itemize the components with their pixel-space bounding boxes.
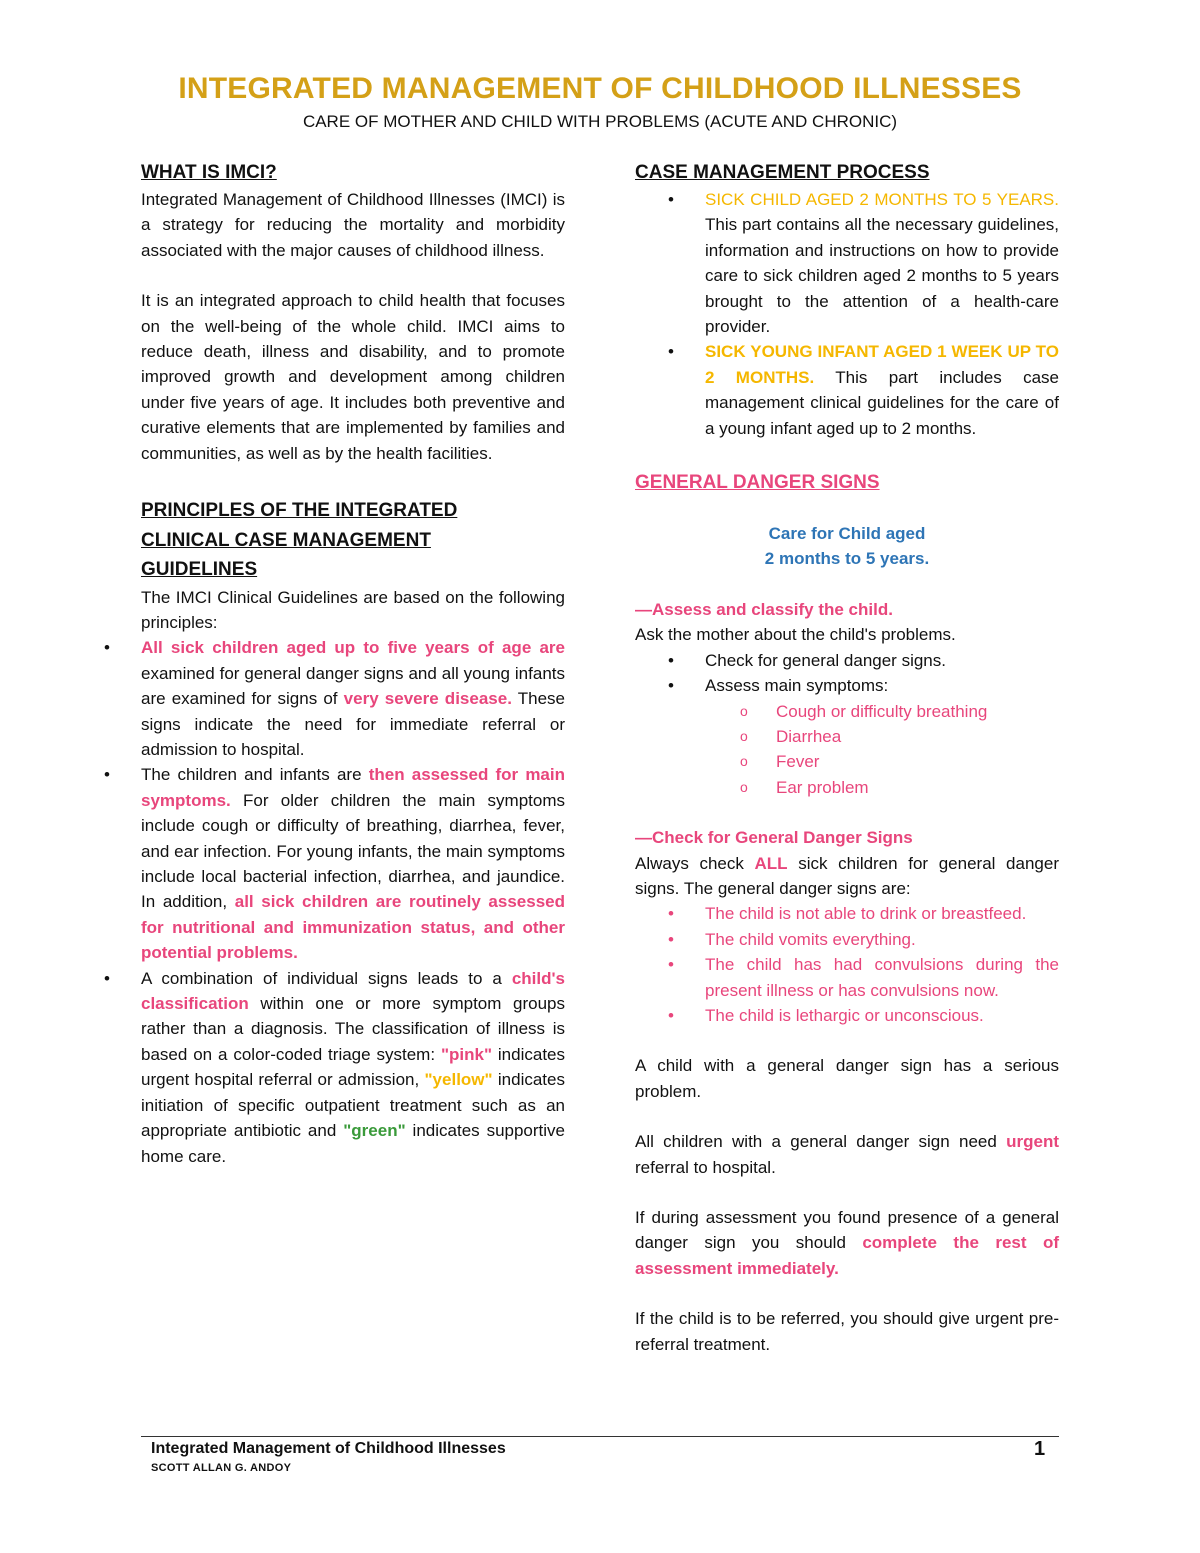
list-item: o Fever [635, 749, 1059, 774]
principles-list [71, 635, 565, 1169]
assess-list [635, 648, 1059, 699]
assessment-paragraph [635, 1205, 1059, 1281]
principles-intro: The IMCI Clinical Guidelines are based on the following principles: [141, 587, 565, 632]
urgent-referral-paragraph [635, 1129, 1059, 1180]
list-item: • The child has had convulsions during the present illness or has convulsions now. [635, 952, 1059, 1003]
green-label: "green" [343, 1121, 406, 1141]
right-column [635, 158, 1059, 1357]
body-text: indicates urgent hospital referral or admission, [141, 1044, 565, 1090]
document-title: INTEGRATED MANAGEMENT OF CHILDHOOD ILLNESSES [178, 72, 1022, 105]
highlight-text: all sick children are routinely assessed for nutritional and immunization status, and other potential problems. [141, 892, 565, 963]
body-text: examined for general danger signs and all young infants are examined for signs of [141, 663, 565, 709]
serious-problem-paragraph: A child with a general danger sign has a serious problem. [635, 1056, 1059, 1101]
body-text: These signs indicate the need for immediate referral or admission to hospital. [141, 689, 565, 759]
symptom-list [635, 699, 1059, 801]
body-text: All children with a general danger sign need [635, 1132, 1007, 1152]
imci-heading: WHAT IS IMCI? [141, 162, 277, 183]
list-item: o Ear problem [635, 775, 1059, 800]
list-item [635, 187, 1059, 339]
general-danger-signs-heading: GENERAL DANGER SIGNS [635, 472, 880, 494]
highlight-text: SICK YOUNG INFANT AGED 1 WEEK UP TO 2 MONTHS. [705, 342, 1059, 387]
footer-author: SCOTT ALLAN G. ANDOY [151, 1462, 292, 1474]
principles-heading: PRINCIPLES OF THE INTEGRATED CLINICAL CASE MANAGEMENT GUIDELINES [141, 500, 458, 581]
highlight-text: All sick children aged up to five years of age are [141, 638, 565, 658]
care-caption-line-2: 2 months to 5 years. [764, 549, 930, 569]
body-text: This part contains all the necessary guidelines, information and instructions on how to provide care to sick children aged 2 months to 5 years brought to the attention of a health-care provider. [705, 215, 1059, 337]
yellow-label: "yellow" [424, 1070, 493, 1090]
body-text: The children and infants are [141, 765, 369, 785]
pre-referral-paragraph: If the child is to be referred, you should give urgent pre-referral treatment. [635, 1309, 1059, 1354]
highlight-text: SICK CHILD AGED 2 MONTHS TO 5 YEARS. [705, 190, 1059, 209]
highlight-text: ALL [754, 853, 788, 873]
body-text: This part includes case management clinical guidelines for the care of a young infant aged up to 2 months. [705, 367, 1060, 438]
list-item: o Diarrhea [635, 724, 1059, 749]
case-management-heading: CASE MANAGEMENT PROCESS [635, 162, 930, 183]
body-text: indicates initiation of specific outpatient treatment such as an appropriate antibiotic and [141, 1070, 565, 1141]
footer-divider [141, 1436, 1059, 1437]
imci-paragraph-1: Integrated Management of Childhood Illnesses (IMCI) is a strategy for reducing the mortality and morbidity associated with the major causes of childhood illness. [141, 190, 565, 260]
list-item: o Cough or difficulty breathing [635, 699, 1059, 724]
body-text: For older children the main symptoms include cough or difficulty of breathing, diarrhea, fever, and ear infection. For young infants, the main symptoms include local bacterial infection, diarrhea, and jaundice. In addition, [141, 790, 565, 912]
case-management-list [635, 187, 1059, 441]
list-item: • Assess main symptoms: [635, 673, 1059, 698]
list-item: • The child vomits everything. [635, 927, 1059, 952]
highlight-text: complete the rest of assessment immediately. [635, 1233, 1059, 1278]
highlight-text: child's classification [141, 968, 565, 1014]
body-text: sick children for general danger signs. The general danger signs are: [635, 853, 1059, 898]
highlight-text: very severe disease. [343, 689, 512, 709]
page-number: 1 [1034, 1438, 1046, 1460]
list-item [635, 339, 1059, 441]
imci-paragraph-2: It is an integrated approach to child health that focuses on the well-being of the whole child. IMCI aims to reduce death, illness and disability, and to promote improved growth and development among children under five years of age. It includes both preventive and curative elements that are implemented by families and communities, as well as by the health facilities. [141, 291, 565, 463]
list-item: • The child is not able to drink or breastfeed. [635, 901, 1059, 926]
list-item [71, 966, 565, 1169]
left-column [141, 158, 565, 1169]
list-item: • The child is lethargic or unconscious. [635, 1003, 1059, 1028]
body-text: indicates supportive home care. [141, 1121, 565, 1166]
body-text: A combination of individual signs leads to a [141, 968, 512, 988]
care-caption-line-1: Care for Child aged [768, 524, 926, 544]
check-heading: —Check for General Danger Signs [635, 828, 913, 848]
highlight-text: then assessed for main symptoms. [141, 765, 565, 810]
body-text: referral to hospital. [635, 1157, 776, 1177]
list-item: • Check for general danger signs. [635, 648, 1059, 673]
body-text: within one or more symptom groups rather than a diagnosis. The classification of illness is based on a color-coded triage system: [141, 994, 565, 1064]
pink-label: "pink" [440, 1044, 493, 1064]
assess-heading: —Assess and classify the child. [635, 599, 893, 619]
list-item [71, 635, 565, 762]
body-text: If during assessment you found presence of a general danger sign you should [635, 1208, 1059, 1253]
list-item [71, 762, 565, 965]
danger-signs-list [635, 901, 1059, 1028]
assess-intro: Ask the mother about the child's problems. [635, 625, 956, 645]
body-text: Always check [635, 853, 755, 873]
footer-title: Integrated Management of Childhood Illnesses [151, 1440, 506, 1457]
document-subtitle: CARE OF MOTHER AND CHILD WITH PROBLEMS (ACUTE AND CHRONIC) [302, 112, 898, 131]
check-paragraph [635, 851, 1059, 902]
highlight-text: urgent [1006, 1132, 1059, 1152]
